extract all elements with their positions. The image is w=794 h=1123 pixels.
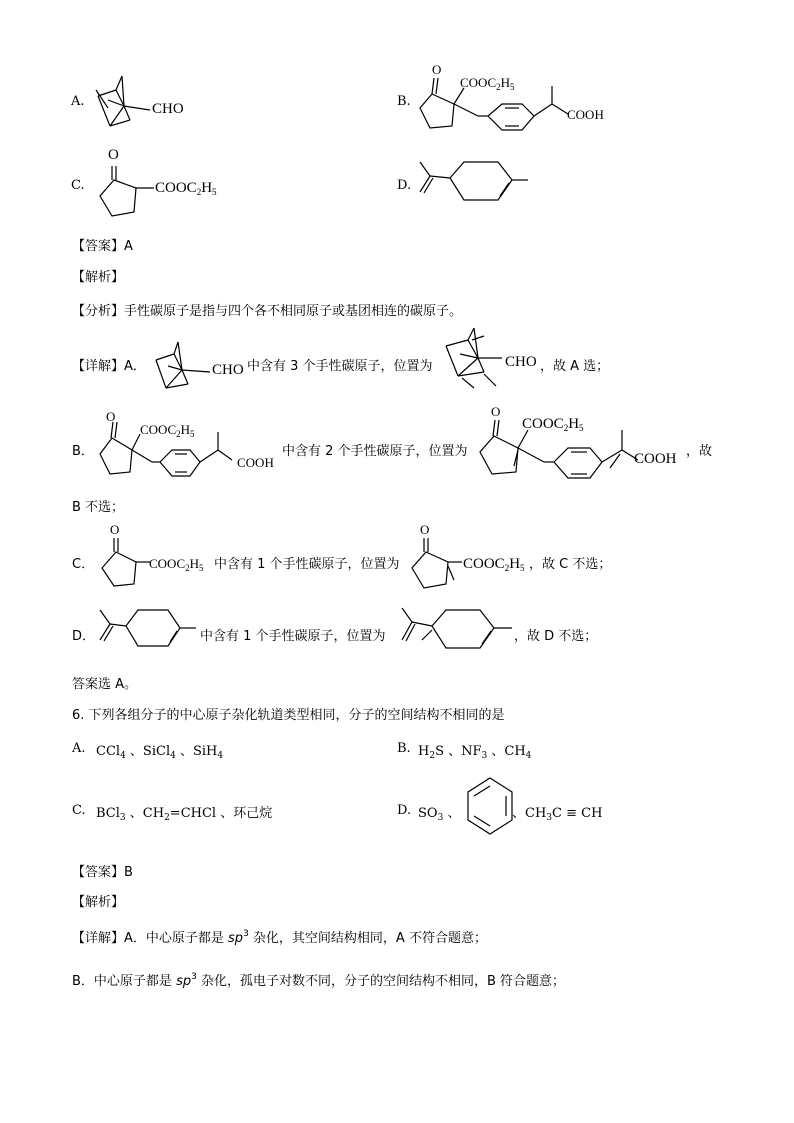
detail-a-end: ，故 A 选； [540,359,610,374]
detail-c-end: ，故 C 不选； [529,557,612,572]
option-d-label: D. [397,178,412,193]
detail-b-prefix: B． [72,444,94,459]
detail-b-ester-marked: $COOC_2H_5$ [522,416,584,433]
detail2-b: B．中心原子都是 $sp^3$ 杂化，孤电子对数不同，分子的空间结构不相同，B 符合题意； [72,972,566,989]
option-d-structure [416,158,536,218]
detail-b-acid: COOH [237,455,274,470]
detail-b-end: ，故 [686,444,713,459]
analysis-heading: 【解析】 [72,270,125,285]
detail-c-text: 中含有 1 个手性碳原子，位置为 [214,557,400,572]
option-b-o: O [432,62,442,77]
detail-b-o-marked: O [491,404,501,419]
q6-option-d-label: D. [397,803,412,818]
analysis2-heading: 【解析】 [72,895,125,910]
q6-option-c-label: C. [72,803,86,818]
detail-c-prefix: C． [72,557,95,572]
option-b-ester: $COOC_2H_5$ [460,75,515,92]
option-b-acid: COOH [567,107,604,122]
conclusion: 答案选 A。 [72,677,138,692]
option-c-ester: $COOC_2H_5$ [155,180,217,197]
detail-d-structure-marked [398,606,518,658]
option-a-cho: CHO [152,101,184,117]
q6-option-c-text: BCl$_3$ 、$CH_2=CHCl$ 、环己烷 [96,806,273,823]
detail-c-o: O [110,522,120,537]
detail-b-o: O [106,409,116,424]
detail-a-prefix: 【详解】A． [72,359,146,374]
answer-label: 【答案】A [72,239,133,254]
answer2-label: 【答案】B [72,865,133,880]
q6-option-b-label: B. [397,741,411,756]
detail-a-cho: CHO [212,362,244,378]
option-b-label: B. [397,94,411,109]
detail-b-text: 中含有 2 个手性碳原子，位置为 [282,444,468,459]
detail-b-wrap: B 不选； [72,500,125,515]
detail-b-acid-marked: COOH [634,451,677,467]
detail-d-structure [96,608,200,658]
detail-b-ester: $COOC_2H_5$ [140,422,195,439]
option-a-structure [90,70,210,140]
detail-a-cho-marked: CHO [505,354,537,370]
option-a-label: A. [71,94,85,109]
benzene-structure [462,774,518,844]
question-6-stem: 6. 下列各组分子的中心原子杂化轨道类型相同，分子的空间结构不相同的是 [72,708,505,723]
q6-option-a-text: CCl$_4$ 、SiCl$_4$ 、SiH$_4$ [96,744,224,761]
option-c-label: C. [71,178,85,193]
option-c-o: O [108,147,119,163]
detail-d-prefix: D． [72,629,96,644]
fenxi-paragraph: 【分析】手性碳原子是指与四个各不相同原子或基团相连的碳原子。 [72,304,463,319]
q6-option-a-label: A. [72,741,86,756]
detail-c-o-marked: O [420,522,430,537]
detail-d-text: 中含有 1 个手性碳原子，位置为 [200,629,386,644]
detail-c-ester-marked: $COOC_2H_5$ [463,556,525,573]
q6-option-b-text: $H_2S$ 、$NF_3$ 、$CH_4$ [418,744,532,761]
q6-option-d-text: $SO_3$ 、 [418,806,461,823]
detail2-a: 【详解】A．中心原子都是 $sp^3$ 杂化，其空间结构相同，A 不符合题意； [72,929,487,946]
q6-option-d-text2: 、$CH_3C$ ≡ CH [512,806,603,823]
detail-a-text: 中含有 3 个手性碳原子，位置为 [247,359,433,374]
detail-c-ester: $COOC_2H_5$ [149,556,204,573]
detail-d-end: ，故 D 不选； [514,629,598,644]
